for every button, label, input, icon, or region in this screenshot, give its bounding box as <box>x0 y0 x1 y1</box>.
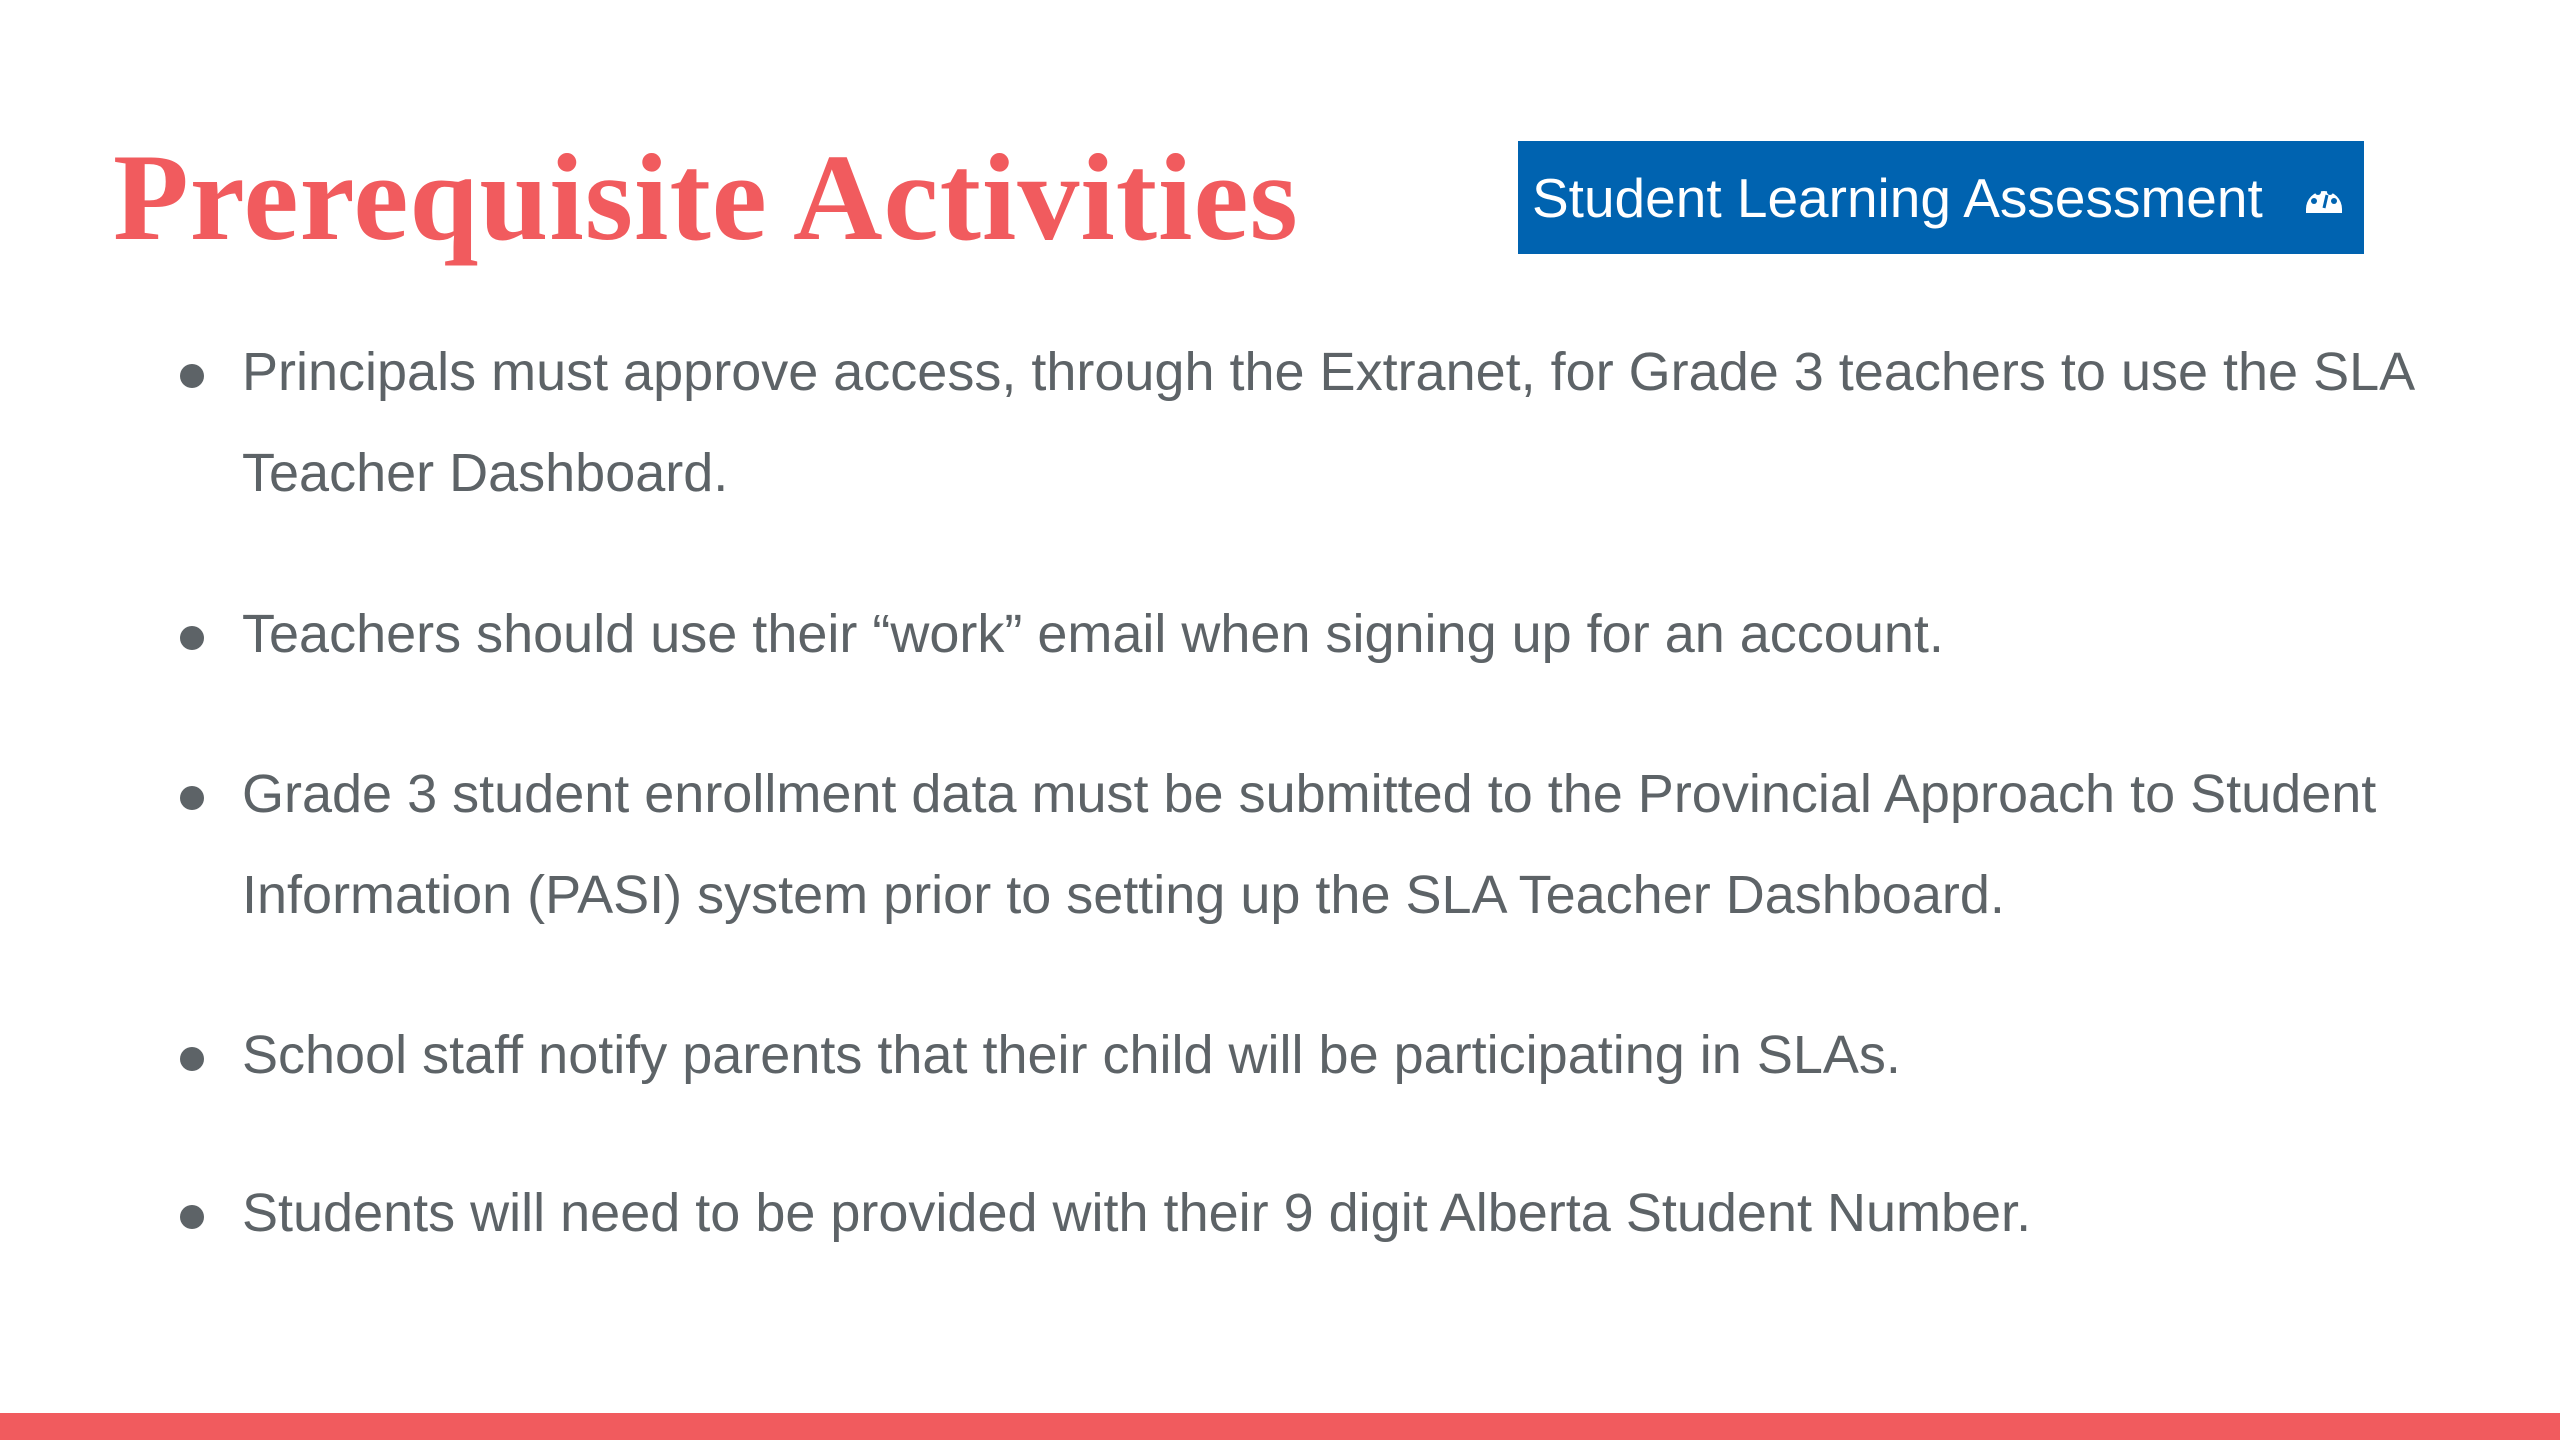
list-item <box>242 1163 2442 1264</box>
badge-label: Student Learning Assessment <box>1532 166 2263 229</box>
footer-accent-bar <box>0 1413 2560 1440</box>
list-item-text: Teachers should use their “work” email when signing up for an account. <box>242 604 1944 664</box>
bullet-dot <box>180 364 204 388</box>
bullet-dot <box>180 1047 204 1071</box>
list-item-text: Principals must approve access, through the Extranet, for Grade 3 teachers to use the SLA Teacher Dashboard. <box>242 342 2413 503</box>
dashboard-gauge-icon <box>2304 179 2344 215</box>
list-item <box>242 322 2442 524</box>
bullet-dot <box>180 626 204 650</box>
bullet-dot <box>180 1205 204 1229</box>
bullet-dot <box>180 786 204 810</box>
page-title: Prerequisite Activities <box>113 129 1299 266</box>
list-item <box>242 744 2442 946</box>
list-item-text: School staff notify parents that their child will be participating in SLAs. <box>242 1025 1901 1085</box>
list-item-text: Grade 3 student enrollment data must be submitted to the Provincial Approach to Student Information (PASI) system prior to setting up the SLA Teacher Dashboard. <box>242 764 2377 925</box>
list-item <box>242 1005 2442 1106</box>
sla-badge <box>1518 141 2364 254</box>
list-item <box>242 584 2442 685</box>
list-item-text: Students will need to be provided with their 9 digit Alberta Student Number. <box>242 1183 2032 1243</box>
